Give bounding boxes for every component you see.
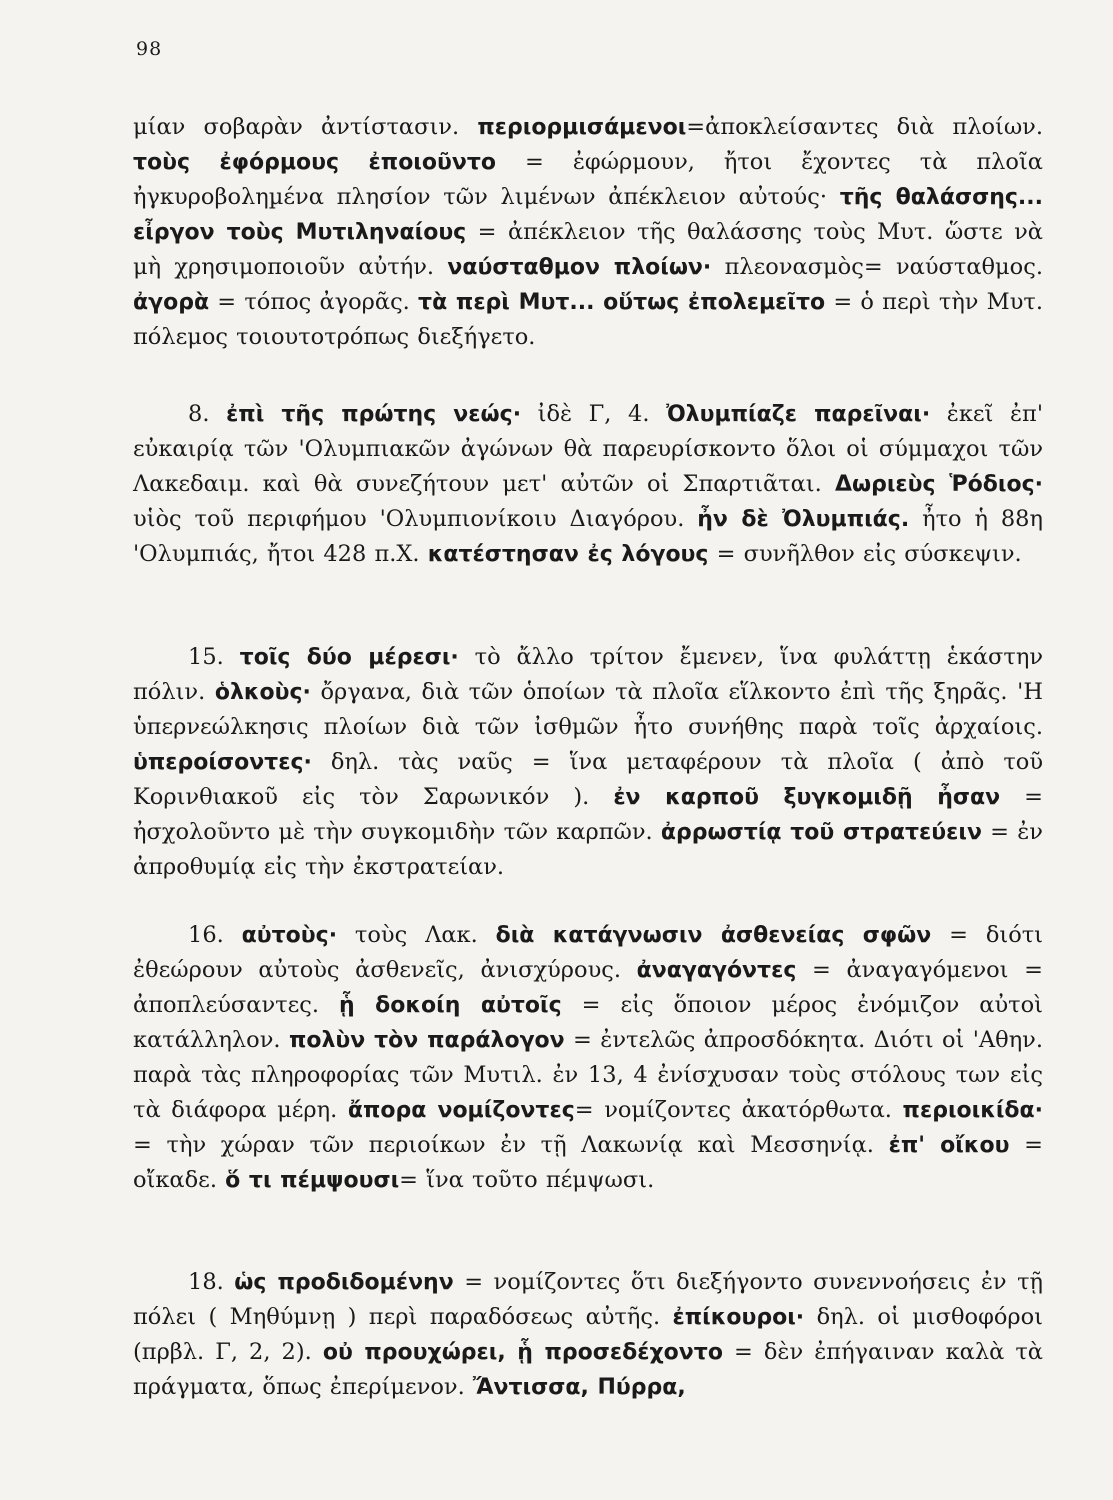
lemma-term: Ὀλυμπίαζε παρεῖναι·: [666, 402, 931, 427]
gloss-text: = ἠσχολοῦντο μὲ τὴν συγκομιδὴν τῶν καρπῶν.: [133, 784, 1043, 845]
gloss-text: = ἐν ἀπροθυμίᾳ εἰς τὴν ἐκστρατείαν.: [133, 819, 1043, 880]
lemma-term: κατέστησαν ἐς λόγους: [427, 542, 709, 567]
note-number: 15.: [188, 644, 224, 670]
lemma-term: πολὺν τὸν παράλογον: [288, 1028, 565, 1053]
gloss-text: = εἰς ὅποιον μέρος ἐνόμιζον αὐτοὶ κατάλληλον.: [133, 992, 1043, 1053]
gloss-text: = νομίζοντες ἀκατόρθωτα.: [574, 1097, 903, 1123]
gloss-text: = συνῆλθον εἰς σύσκεψιν.: [708, 541, 1022, 567]
gloss-text: ἐκεῖ ἐπ' εὐκαιρίᾳ τῶν 'Ολυμπιακῶν ἀγώνων θὰ παρευρίσκοντο ὅλοι οἱ σύμμαχοι τῶν Λακεδαιμ. καὶ θὰ συνεζήτουν μετ' αὐτῶν οἱ Σπαρτιᾶται.: [133, 401, 1044, 497]
page-number: 98: [136, 38, 163, 60]
lemma-term: οὐ προυχώρει, ᾗ προσεδέχοντο: [322, 1340, 723, 1365]
note-number: 8.: [188, 401, 210, 427]
gloss-text: = διότι ἐθεώρουν αὐτοὺς ἀσθενεῖς, ἀνισχύρους.: [133, 922, 1044, 983]
gloss-text: =ἀποκλείσαντες διὰ πλοίων.: [686, 114, 1044, 140]
lemma-term: ᾗ δοκοίη αὐτοῖς: [339, 993, 562, 1018]
lemma-term: ὁλκοὺς·: [214, 680, 311, 705]
lemma-term: ἐν καρποῦ ξυγκομιδῇ ἦσαν: [613, 785, 1001, 810]
lemma-term: ἦν δὲ Ὀλυμπιάς.: [697, 507, 910, 532]
lemma-term: ἀρρωστίᾳ τοῦ στρατεύειν: [660, 820, 982, 845]
paragraph-note-15: [133, 640, 1043, 885]
lemma-term: ναύσταθμον πλοίων·: [447, 255, 712, 280]
gloss-text: = ἵνα τοῦτο πέμψωσι.: [399, 1167, 655, 1193]
note-number: 16.: [188, 922, 224, 948]
lemma-term: αὐτοὺς·: [241, 923, 338, 948]
gloss-text: = τὴν χώραν τῶν περιοίκων ἐν τῇ Λακωνίᾳ καὶ Μεσσηνίᾳ.: [133, 1132, 889, 1158]
gloss-text: = δὲν ἐπήγαιναν καλὰ τὰ πράγματα, ὅπως ἐπερίμενον.: [133, 1339, 1043, 1400]
lemma-term: διὰ κατάγνωσιν ἀσθενείας σφῶν: [495, 923, 932, 948]
note-number: 18.: [188, 1269, 224, 1295]
lemma-term: τὰ περὶ Μυτ... οὕτως ἐπολεμεῖτο: [418, 290, 826, 315]
lemma-term: τοῖς δύο μέρεσι·: [239, 645, 459, 670]
lemma-term: ἐπίκουροι·: [672, 1305, 805, 1330]
gloss-text: πλεονασμὸς= ναύσταθμος.: [711, 254, 1043, 280]
lemma-term: ἀγορὰ: [133, 290, 210, 315]
lemma-term: ὡς προδιδομένην: [234, 1270, 454, 1295]
gloss-text: = ἐφώρμουν, ἤτοι ἔχοντες τὰ πλοῖα ἠγκυροβοληµένα πλησίον τῶν λιμένων ἀπέκλειον αὐτούς·: [133, 149, 1043, 210]
gloss-text: τοὺς Λακ.: [337, 922, 496, 948]
paragraph-note-8: [133, 397, 1043, 572]
lemma-term: περιοικίδα·: [902, 1098, 1043, 1123]
gloss-text: = τόπος ἀγορᾶς.: [209, 289, 419, 315]
lemma-term: ἐπ' οἴκου: [888, 1133, 1010, 1158]
gloss-text: = ἀναγαγόμενοι = ἀποπλεύσαντες.: [133, 957, 1043, 1018]
gloss-text: = ἀπέκλειον τῆς θαλάσσης τοὺς Μυτ. ὥστε νὰ μὴ χρησιμοποιοῦν αὐτήν.: [133, 219, 1043, 280]
gloss-text: δηλ. οἱ μισθοφόροι (πρβλ. Γ, 2, 2).: [133, 1304, 1043, 1365]
lemma-term: ἀναγαγόντες: [636, 958, 797, 983]
lemma-term: περιορμισάμενοι: [477, 115, 687, 140]
paragraph-note-16: [133, 918, 1043, 1198]
lemma-term: Δωριεὺς Ῥόδιος·: [834, 472, 1043, 497]
gloss-text: = νομίζοντες ὅτι διεξήγοντο συνεννοήσεις ἐν τῇ πόλει ( Μηθύμνῃ ) περὶ παραδόσεως αὐτῆς.: [133, 1269, 1043, 1330]
gloss-text: = οἴκαδε.: [133, 1132, 1043, 1193]
lemma-term: ὑπεροίσοντες·: [133, 750, 312, 775]
gloss-text: δηλ. τὰς ναῦς = ἵνα μεταφέρουν τὰ πλοῖα ( ἀπὸ τοῦ Κορινθιακοῦ εἰς τὸν Σαρωνικόν ).: [133, 749, 1043, 810]
lemma-term: τῆς θαλάσσης... εἶργον τοὺς Μυτιληναίους: [133, 185, 1043, 245]
gloss-text: ἦτο ἡ 88η 'Ολυμπιάς, ἤτοι 428 π.Χ.: [133, 506, 1043, 567]
gloss-text: ἰδὲ Γ, 4.: [521, 401, 667, 427]
lemma-term: Ἄντισσα, Πύρρα,: [472, 1375, 686, 1400]
lemma-term: ἄπορα νομίζοντες: [347, 1098, 575, 1123]
lemma-term: ὅ τι πέμψουσι: [225, 1168, 400, 1193]
gloss-text: τὸ ἄλλο τρίτον ἔμενεν, ἵνα φυλάττῃ ἑκάστην πόλιν.: [133, 644, 1043, 705]
gloss-text: υἱὸς τοῦ περιφήμου 'Ολυμπιονίκοιυ Διαγόρου.: [133, 506, 698, 532]
paragraph-continuation: [133, 110, 1043, 355]
gloss-text: = ἐντελῶς ἀπροσδόκητα. Διότι οἱ 'Αθην. παρὰ τὰς πληροφορίας τῶν Μυτιλ. ἐν 13, 4 ἐνίσχυσαν τοὺς στόλους των εἰς τὰ διάφορα μέρη.: [133, 1027, 1044, 1123]
gloss-text: = ὁ περὶ τὴν Μυτ. πόλεμος τοιουτοτρόπως διεξήγετο.: [133, 289, 1043, 350]
gloss-text: μίαν σοβαρὰν ἀντίστασιν.: [133, 114, 478, 140]
lemma-term: ἐπὶ τῆς πρώτης νεώς·: [226, 402, 522, 427]
paragraph-note-18: [133, 1265, 1043, 1405]
gloss-text: ὄργανα, διὰ τῶν ὁποίων τὰ πλοῖα εἵλκοντο ἐπὶ τῆς ξηρᾶς. 'Η ὑπερνεώλκησις πλοίων διὰ τῶν ἰσθμῶν ἦτο συνήθης παρὰ τοῖς ἀρχαίοις.: [133, 679, 1043, 740]
lemma-term: τοὺς ἐφόρμους ἐποιοῦντο: [133, 150, 496, 175]
